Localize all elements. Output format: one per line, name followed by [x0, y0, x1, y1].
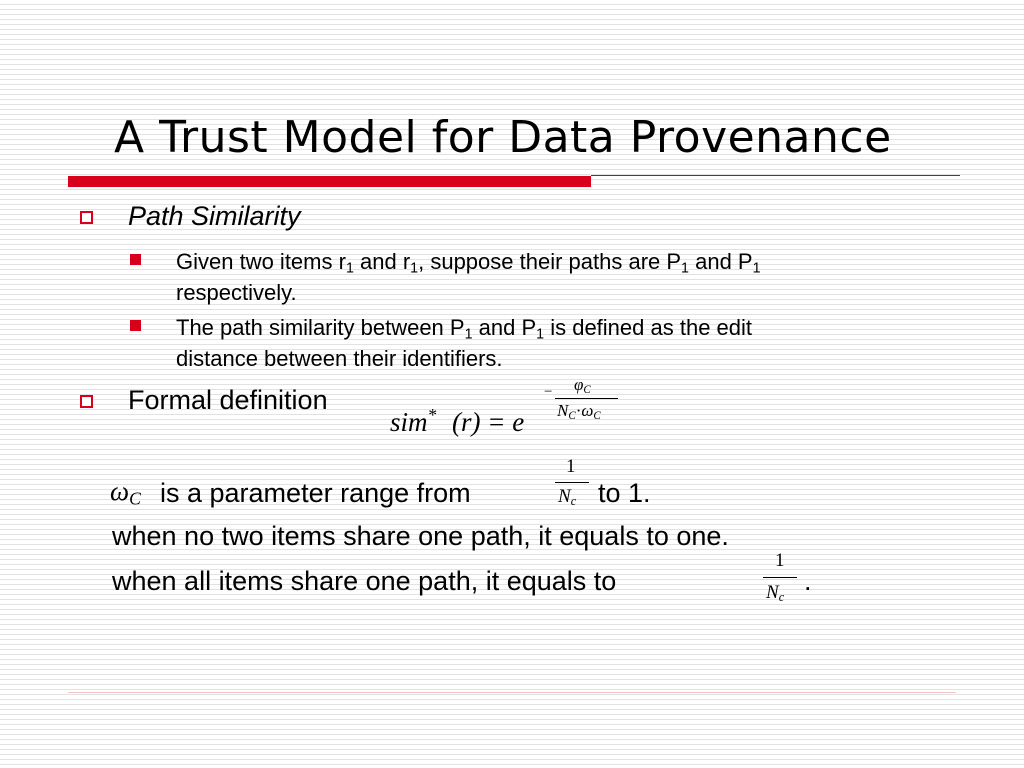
formula-rhs: (r) = e [452, 407, 525, 437]
text-line2: respectively. [176, 280, 297, 305]
formula-minus: − [544, 384, 553, 400]
text-part: The path similarity between P [176, 315, 465, 340]
text-part: and P [472, 315, 537, 340]
bullet-path-similarity: Path Similarity [128, 201, 301, 231]
text-part: and r [353, 249, 411, 274]
text-line2: distance between their identifiers. [176, 346, 503, 371]
slide-title: A Trust Model for Data Provenance [114, 112, 892, 163]
subscript: c [570, 494, 577, 509]
fraction1-denominator [558, 486, 576, 508]
omega-symbol: ω [110, 476, 130, 506]
hollow-square-bullet-icon [80, 395, 93, 408]
solid-square-bullet-icon [130, 320, 141, 331]
bullet-formal-definition: Formal definition [128, 385, 328, 415]
fraction2-bar [763, 577, 797, 578]
n-symbol: N [558, 486, 571, 507]
text-part: is defined as the edit [544, 315, 753, 340]
hollow-square-bullet-icon [80, 211, 93, 224]
solid-square-bullet-icon [130, 254, 141, 265]
note-no-shared-path: when no two items share one path, it equals to one. [112, 521, 729, 551]
formula-numerator [574, 375, 591, 395]
subscript: 1 [752, 260, 761, 277]
subscript: 1 [410, 260, 419, 277]
footer-divider [68, 692, 956, 693]
subscript: 1 [464, 326, 473, 343]
formula-fraction-bar [555, 398, 618, 399]
subscript: 1 [536, 326, 545, 343]
omega-symbol: ω [581, 401, 594, 420]
title-underline-bar [68, 176, 591, 187]
note-range-tail: to 1. [598, 478, 651, 508]
subscript: C [129, 488, 141, 509]
subscript: C [568, 409, 576, 422]
text-part: Given two items r [176, 249, 346, 274]
n-symbol: N [557, 401, 569, 420]
note-parameter-range: is a parameter range from [160, 478, 471, 508]
subscript: 1 [681, 260, 689, 277]
n-symbol: N [766, 582, 779, 603]
dot-symbol: · [575, 401, 582, 420]
fraction2-denominator [766, 582, 784, 604]
subscript: c [778, 590, 785, 605]
phi-symbol: φ [574, 375, 584, 394]
omega-c-symbol [110, 476, 141, 507]
subscript: 1 [345, 260, 354, 277]
formula-sim [390, 407, 436, 438]
subscript: C [583, 383, 591, 396]
formula-denominator [557, 401, 601, 421]
text-part: and P [689, 249, 753, 274]
formula-lhs: sim [390, 407, 428, 437]
fraction1-numerator: 1 [566, 456, 576, 477]
text-part: , suppose their paths are P [418, 249, 682, 274]
fraction2-numerator: 1 [775, 550, 785, 571]
sub-bullet-path-similarity-definition [176, 312, 752, 374]
subscript: C [593, 409, 601, 422]
sub-bullet-given-items [176, 246, 761, 308]
note-all-shared-path: when all items share one path, it equals to [112, 566, 617, 596]
fraction1-bar [555, 482, 589, 483]
note-period: . [804, 566, 812, 596]
formula-star: * [427, 405, 437, 425]
title-underline-thin [591, 175, 960, 176]
